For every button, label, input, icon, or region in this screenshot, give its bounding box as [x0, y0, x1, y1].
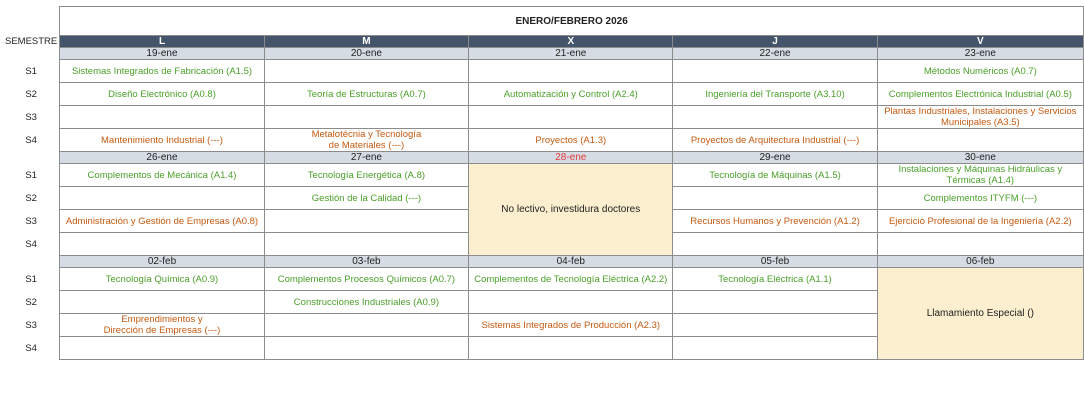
date-header: 04-feb — [469, 256, 673, 268]
exam-cell-empty — [60, 187, 264, 210]
semester-label: S1 — [25, 65, 37, 77]
exam-cell-empty — [60, 337, 264, 360]
exam-cell-empty — [469, 106, 673, 129]
exam-cell — [60, 314, 264, 337]
weekday-header-v: V — [877, 36, 1083, 48]
exam-cell: Mantenimiento Industrial (---) — [60, 129, 264, 152]
exam-cell-empty — [673, 291, 877, 314]
exam-cell-empty — [469, 291, 673, 314]
exam-cell-empty — [673, 60, 877, 83]
exam-line: Dirección de Empresas (---) — [103, 325, 221, 336]
exam-cell: Sistemas Integrados de Fabricación (A1.5) — [60, 60, 264, 83]
semester-label: S1 — [25, 169, 37, 181]
date-header: 03-feb — [264, 256, 468, 268]
corner-blank — [3, 7, 60, 36]
exam-cell: Complementos Procesos Químicos (A0.7) — [264, 268, 468, 291]
exam-cell-empty — [673, 314, 877, 337]
date-header: 21-ene — [469, 48, 673, 60]
semester-label: S3 — [25, 319, 37, 331]
exam-cell-empty — [264, 106, 468, 129]
exam-cell-empty — [60, 106, 264, 129]
date-header: 26-ene — [60, 152, 264, 164]
date-header: 22-ene — [673, 48, 877, 60]
exam-line: de Materiales (---) — [328, 140, 405, 151]
exam-cell-empty — [60, 233, 264, 256]
exam-line: Metalotécnia y Tecnología — [311, 129, 422, 140]
exam-cell: Complementos de Mecánica (A1.4) — [60, 164, 264, 187]
exam-cell: Proyectos (A1.3) — [469, 129, 673, 152]
exam-cell — [264, 129, 468, 152]
exam-cell: Automatización y Control (A2.4) — [469, 83, 673, 106]
weekday-header-j: J — [673, 36, 877, 48]
date-header: 23-ene — [877, 48, 1083, 60]
exam-cell-empty — [264, 314, 468, 337]
exam-cell-empty — [264, 233, 468, 256]
exam-cell: Tecnología de Máquinas (A1.5) — [673, 164, 877, 187]
date-header: 29-ene — [673, 152, 877, 164]
exam-cell-empty — [264, 210, 468, 233]
semester-label: S4 — [25, 238, 37, 250]
date-header: 06-feb — [877, 256, 1083, 268]
date-header: 27-ene — [264, 152, 468, 164]
exam-cell: Tecnología Energética (A.8) — [264, 164, 468, 187]
semester-label: S4 — [25, 134, 37, 146]
exam-cell-empty — [469, 60, 673, 83]
date-header: 02-feb — [60, 256, 264, 268]
exam-cell: Construcciones Industriales (A0.9) — [264, 291, 468, 314]
date-header: 20-ene — [264, 48, 468, 60]
exam-cell: Complementos Electrónica Industrial (A0.5) — [877, 83, 1083, 106]
exam-cell: Tecnología Eléctrica (A1.1) — [673, 268, 877, 291]
exam-cell: Teoría de Estructuras (A0.7) — [264, 83, 468, 106]
exam-cell: Ejercicio Profesional de la Ingeniería (A2.2) — [877, 210, 1083, 233]
exam-cell: Complementos ITYFM (---) — [877, 187, 1083, 210]
semester-label: S1 — [25, 273, 37, 285]
exam-cell-empty — [673, 187, 877, 210]
exam-cell: Proyectos de Arquitectura Industrial (---) — [673, 129, 877, 152]
exam-cell: Ingeniería del Transporte (A3.10) — [673, 83, 877, 106]
exam-cell: Sistemas Integrados de Producción (A2.3) — [469, 314, 673, 337]
holiday-cell: No lectivo, investidura doctores — [469, 164, 673, 256]
weekday-header-l: L — [60, 36, 264, 48]
exam-cell-empty — [673, 337, 877, 360]
exam-cell: Diseño Electrónico (A0.8) — [60, 83, 264, 106]
calendar-title: ENERO/FEBRERO 2026 — [60, 7, 1084, 36]
weekday-header-x: X — [469, 36, 673, 48]
exam-cell: Métodos Numéricos (A0.7) — [877, 60, 1083, 83]
semester-label: S3 — [25, 111, 37, 123]
exam-cell-empty — [673, 106, 877, 129]
semester-label: S4 — [25, 342, 37, 354]
exam-cell: Complementos de Tecnología Eléctrica (A2.2) — [469, 268, 673, 291]
semester-label: S2 — [25, 296, 37, 308]
exam-calendar — [3, 6, 1084, 360]
semester-label: S2 — [25, 88, 37, 100]
exam-cell-empty — [673, 233, 877, 256]
exam-cell: Gestión de la Calidad (---) — [264, 187, 468, 210]
exam-cell-empty — [264, 337, 468, 360]
exam-cell: Tecnología Química (A0.9) — [60, 268, 264, 291]
exam-cell: Instalaciones y Máquinas Hidráulicas y Térmicas (A1.4) — [877, 164, 1083, 187]
date-header: 19-ene — [60, 48, 264, 60]
exam-cell: Recursos Humanos y Prevención (A1.2) — [673, 210, 877, 233]
date-header: 30-ene — [877, 152, 1083, 164]
exam-cell-empty — [877, 233, 1083, 256]
weekday-header-m: M — [264, 36, 468, 48]
exam-cell-empty — [877, 129, 1083, 152]
exam-cell: Administración y Gestión de Empresas (A0.8) — [60, 210, 264, 233]
exam-cell-empty — [264, 60, 468, 83]
exam-line: Emprendimientos y — [121, 314, 203, 325]
semester-label: S2 — [25, 192, 37, 204]
semester-label: S3 — [25, 215, 37, 227]
special-call-cell: Llamamiento Especial () — [877, 268, 1083, 360]
date-header-holiday: 28-ene — [469, 152, 673, 164]
date-header: 05-feb — [673, 256, 877, 268]
exam-cell-empty — [60, 291, 264, 314]
semester-header: SEMESTRE — [5, 36, 58, 47]
exam-cell-empty — [469, 337, 673, 360]
exam-cell: Plantas Industriales, Instalaciones y Servicios Municipales (A3.5) — [877, 106, 1083, 129]
